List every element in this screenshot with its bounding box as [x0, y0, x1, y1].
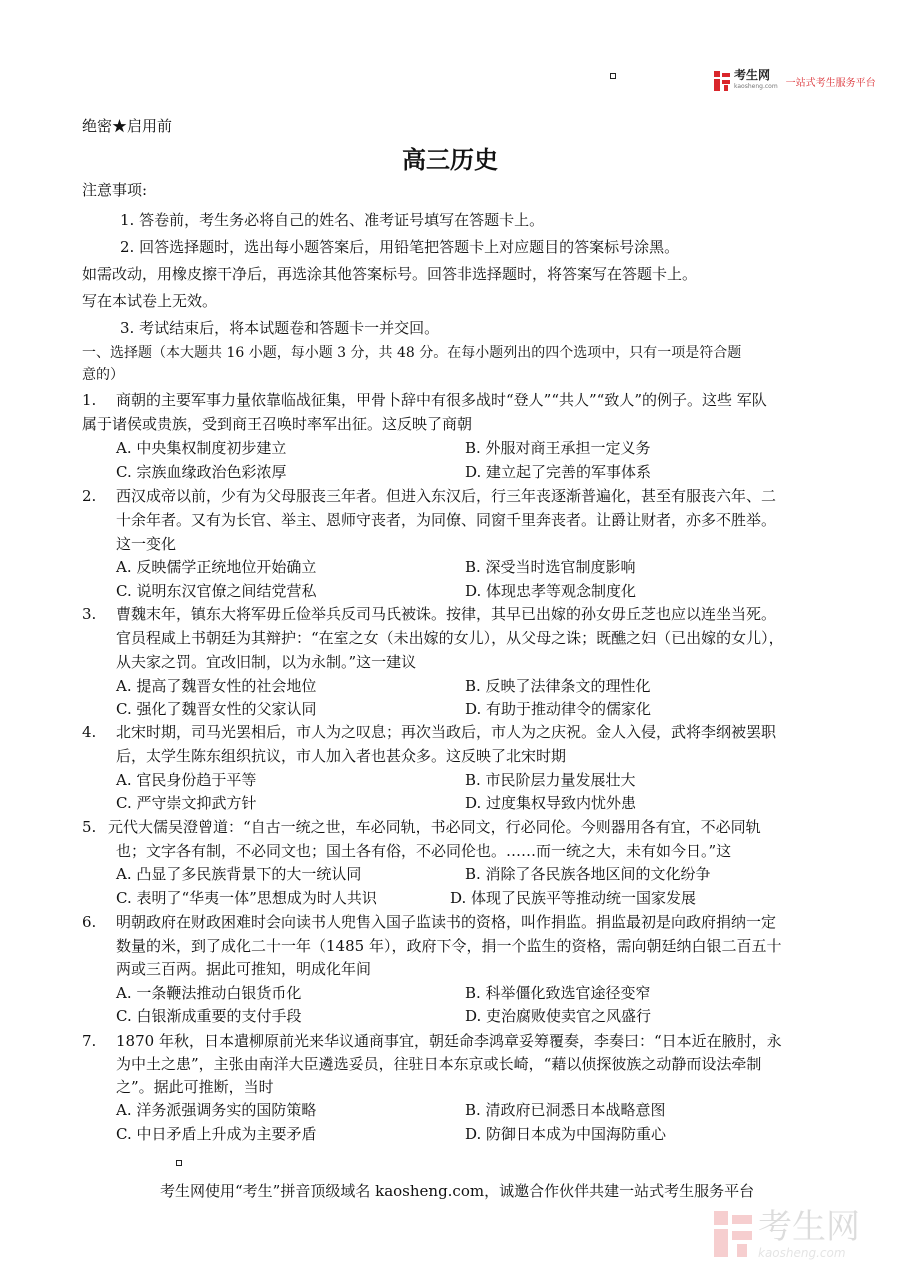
option-a: A. 凸显了多民族背景下的大一统认同 [116, 865, 362, 883]
brand-logo [714, 70, 876, 92]
question-text: 数量的米，到了成化二十一年（1485 年），政府下令，捐一个监生的资格，需向朝廷纳白银二百五十 [116, 937, 782, 955]
option-d: D. 过度集权导致内忧外患 [465, 794, 637, 812]
watermark-name: 考生网 [758, 1207, 860, 1247]
logo-icon [714, 71, 730, 91]
option-c: C. 表明了“华夷一体”思想成为时人共识 [116, 889, 377, 907]
secret-mark: 绝密★启用前 [82, 117, 173, 135]
notice-item: 1. 答卷前，考生务必将自己的姓名、准考证号填写在答题卡上。 [120, 211, 545, 229]
option-b: B. 消除了各民族各地区间的文化纷争 [465, 865, 711, 883]
question-number: 1. [82, 391, 97, 409]
option-d: D. 建立起了完善的军事体系 [465, 463, 652, 481]
option-b: B. 外服对商王承担一定义务 [465, 439, 651, 457]
watermark-logo-icon [714, 1211, 752, 1257]
option-c: C. 白银渐成重要的支付手段 [116, 1007, 302, 1025]
square-marker-icon [610, 73, 616, 79]
question-text: 之”。据此可推断，当时 [116, 1078, 274, 1096]
option-d: D. 防御日本成为中国海防重心 [465, 1125, 667, 1143]
question-text: 两或三百两。据此可推知，明成化年间 [116, 960, 372, 978]
option-c: C. 中日矛盾上升成为主要矛盾 [116, 1125, 317, 1143]
question-text: 十余年者。又有为长官、举主、恩师守丧者，为同僚、同窗千里奔丧者。让爵让财者，亦多不胜举。 [116, 511, 777, 529]
option-d: D. 体现了民族平等推动统一国家发展 [450, 889, 697, 907]
option-c: C. 严守崇文抑武方针 [116, 794, 257, 812]
option-c: C. 宗族血缘政治色彩浓厚 [116, 463, 287, 481]
option-d: D. 吏治腐败使卖官之风盛行 [465, 1007, 652, 1025]
option-d: D. 体现忠孝等观念制度化 [465, 582, 637, 600]
option-b: B. 清政府已洞悉日本战略意图 [465, 1101, 666, 1119]
section-heading: 一、选择题（本大题共 16 小题，每小题 3 分，共 48 分。在每小题列出的四个选项中，只有一项是符合题 [82, 345, 742, 361]
question-text: 1870 年秋，日本遣柳原前光来华议通商事宜，朝廷命李鸿章妥筹覆奏，李奏曰：“日本近在腋肘，永 [116, 1032, 782, 1050]
question-number: 4. [82, 723, 97, 741]
question-text: 西汉成帝以前，少有为父母服丧三年者。但进入东汉后，行三年丧逐渐普遍化，甚至有服丧六年、二 [116, 487, 777, 505]
question-text: 曹魏末年，镇东大将军毋丘俭举兵反司马氏被诛。按律，其早已出嫁的孙女毋丘芝也应以连坐当死。 [116, 605, 777, 623]
question-text: 北宋时期，司马光罢相后，市人为之叹息；再次当政后，市人为之庆祝。金人入侵，武将李纲被罢职 [116, 723, 777, 741]
question-text: 也；文字各有制，不必同文也；国土各有俗，不必同伦也。……而一统之大，未有如今日。”这 [116, 842, 732, 860]
option-a: A. 反映儒学正统地位开始确立 [116, 558, 317, 576]
footer-text: 考生网使用“考生”拼音顶级域名 kaosheng.com，诚邀合作伙伴共建一站式考生服务平台 [160, 1182, 755, 1200]
question-text: 后，太学生陈东组织抗议，市人加入者也甚众多。这反映了北宋时期 [116, 747, 567, 765]
option-b: B. 科举僵化致选官途径变窄 [465, 984, 651, 1002]
option-b: B. 深受当时选官制度影响 [465, 558, 636, 576]
question-text: 商朝的主要军事力量依靠临战征集，甲骨卜辞中有很多战时“登人”“共人”“致人”的例子。这些 军队 [116, 391, 767, 409]
option-a: A. 洋务派强调务实的国防策略 [116, 1101, 317, 1119]
logo-domain: kaosheng.com [734, 83, 778, 90]
question-number: 2. [82, 487, 97, 505]
option-d: D. 有助于推动律令的儒家化 [465, 700, 652, 718]
option-a: A. 官民身份趋于平等 [116, 771, 257, 789]
question-text: 这一变化 [116, 535, 177, 553]
notice-item: 2. 回答选择题时，选出每小题答案后，用铅笔把答题卡上对应题目的答案标号涂黑。 [120, 238, 680, 256]
option-b: B. 反映了法律条文的理性化 [465, 677, 651, 695]
option-a: A. 提高了魏晋女性的社会地位 [116, 677, 317, 695]
watermark [714, 1208, 860, 1260]
option-a: A. 中央集权制度初步建立 [116, 439, 287, 457]
notice-item: 如需改动，用橡皮擦干净后，再选涂其他答案标号。回答非选择题时，将答案写在答题卡上。 [82, 265, 698, 283]
question-text: 官员程咸上书朝廷为其辩护：“在室之女（未出嫁的女儿），从父母之诛；既醮之妇（已出嫁的女儿）， [116, 629, 784, 647]
option-c: C. 说明东汉官僚之间结党营私 [116, 582, 317, 600]
notice-item: 写在本试卷上无效。 [82, 292, 218, 310]
option-c: C. 强化了魏晋女性的父家认同 [116, 700, 317, 718]
section-heading: 意的） [82, 367, 124, 383]
question-text: 元代大儒吴澄曾道：“自古一统之世，车必同轨，书必同文，行必同伦。今则器用各有宜，不必同轨 [108, 818, 761, 836]
question-text: 为中土之患”，主张由南洋大臣遴选妥员，往驻日本东京或长崎，“藉以侦探彼族之动静而设法牵制 [116, 1055, 762, 1073]
option-b: B. 市民阶层力量发展壮大 [465, 771, 636, 789]
question-number: 6. [82, 913, 97, 931]
option-a: A. 一条鞭法推动白银货币化 [116, 984, 302, 1002]
question-number: 3. [82, 605, 97, 623]
watermark-domain: kaosheng.com [758, 1246, 846, 1260]
logo-slogan: 一站式考生服务平台 [785, 77, 876, 89]
page-title: 高三历史 [402, 145, 498, 174]
square-marker-icon [176, 1160, 182, 1166]
question-number: 7. [82, 1032, 97, 1050]
question-number: 5. [82, 818, 97, 836]
notice-heading: 注意事项: [82, 181, 148, 199]
question-text: 明朝政府在财政困难时会向读书人兜售入国子监读书的资格，叫作捐监。捐监最初是向政府捐纳一定 [116, 913, 777, 931]
question-text: 属于诸侯或贵族，受到商王召唤时率军出征。这反映了商朝 [82, 415, 473, 433]
question-text: 从夫家之罚。宜改旧制，以为永制。”这一建议 [116, 653, 417, 671]
notice-item: 3. 考试结束后，将本试题卷和答题卡一并交回。 [120, 319, 440, 337]
logo-name: 考生网 [734, 68, 771, 82]
